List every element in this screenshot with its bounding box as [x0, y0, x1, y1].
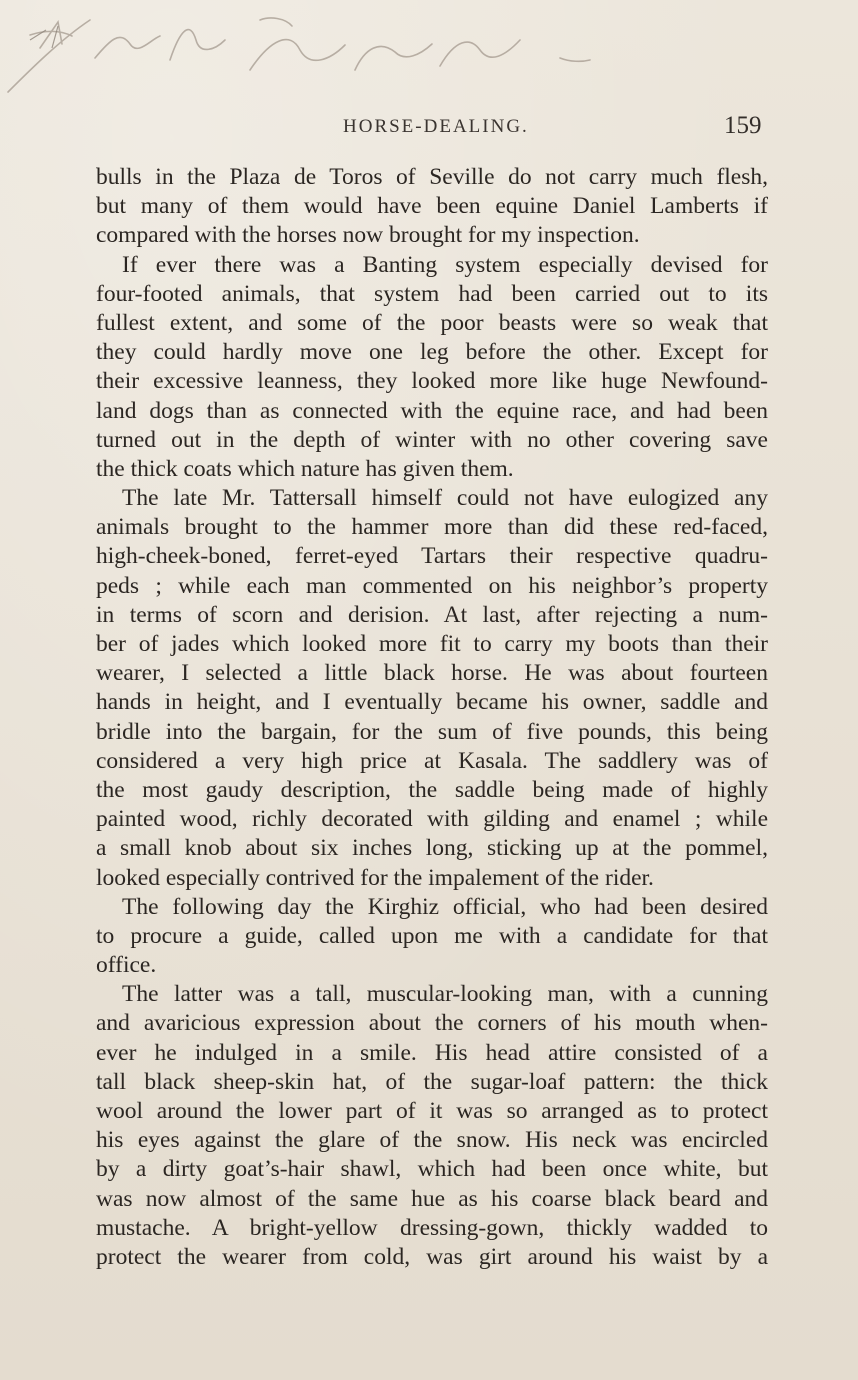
text-line: but many of them would have been equine Daniel Lamberts if [96, 193, 768, 220]
text-line: turned out in the depth of winter with no other covering save [96, 426, 768, 453]
text-line: The late Mr. Tattersall himself could not have eulogized any [122, 485, 768, 512]
running-head-title: HORSE-DEALING. [343, 116, 529, 137]
text-line: considered a very high price at Kasala. The saddlery was of [96, 747, 768, 774]
text-line: bulls in the Plaza de Toros of Seville do not carry much flesh, [96, 164, 768, 190]
text-line: peds ; while each man commented on his neighbor’s property [96, 572, 768, 599]
text-line: their excessive leanness, they looked more like huge Newfound- [96, 368, 768, 395]
text-line: The following day the Kirghiz official, who had been desired [122, 893, 768, 920]
text-line: his eyes against the glare of the snow. His neck was encircled [96, 1127, 768, 1154]
text-line: office. [96, 952, 157, 979]
text-line: fullest extent, and some of the poor beasts were so weak that [96, 309, 768, 336]
text-line: tall black sheep-skin hat, of the sugar-loaf pattern: the thick [96, 1068, 768, 1095]
text-line: bridle into the bargain, for the sum of five pounds, this being [96, 718, 768, 745]
text-line: and avaricious expression about the corners of his mouth when- [96, 1010, 768, 1037]
handwritten-scrawl [0, 0, 620, 110]
text-line: was now almost of the same hue as his coarse black beard and [96, 1185, 768, 1212]
text-line: high-cheek-boned, ferret-eyed Tartars their respective quadru- [96, 543, 768, 570]
text-line: wearer, I selected a little black horse. He was about fourteen [96, 660, 768, 687]
text-line: painted wood, richly decorated with gilding and enamel ; while [96, 806, 768, 833]
text-line: land dogs than as connected with the equine race, and had been [96, 397, 768, 424]
text-line: to procure a guide, called upon me with a candidate for that [96, 922, 768, 949]
text-line: looked especially contrived for the impalement of the rider. [96, 864, 654, 891]
text-line: animals brought to the hammer more than did these red-faced, [96, 514, 768, 541]
body-text [96, 163, 768, 1272]
text-line: the thick coats which nature has given them. [96, 455, 514, 482]
text-line: in terms of scorn and derision. At last, after rejecting a num- [96, 601, 768, 628]
text-line: by a dirty goat’s-hair shawl, which had been once white, but [96, 1156, 768, 1183]
running-header [0, 112, 858, 142]
text-line: compared with the horses now brought for my inspection. [96, 222, 640, 249]
text-line: they could hardly move one leg before the other. Except for [96, 339, 768, 366]
text-line: ever he indulged in a smile. His head attire consisted of a [96, 1039, 768, 1066]
text-line: the most gaudy description, the saddle being made of highly [96, 776, 768, 803]
text-line: The latter was a tall, muscular-looking man, with a cunning [122, 981, 768, 1008]
text-line: protect the wearer from cold, was girt around his waist by a [96, 1243, 768, 1270]
page-number: 159 [724, 112, 762, 139]
text-line: ber of jades which looked more fit to carry my boots than their [96, 631, 768, 657]
text-line: a small knob about six inches long, sticking up at the pommel, [96, 835, 768, 862]
text-line: If ever there was a Banting system especially devised for [122, 251, 768, 278]
text-line: four-footed animals, that system had been carried out to its [96, 280, 768, 307]
text-line: hands in height, and I eventually became his owner, saddle and [96, 689, 768, 716]
text-line: mustache. A bright-yellow dressing-gown, thickly wadded to [96, 1214, 768, 1241]
text-line: wool around the lower part of it was so arranged as to protect [96, 1098, 768, 1124]
